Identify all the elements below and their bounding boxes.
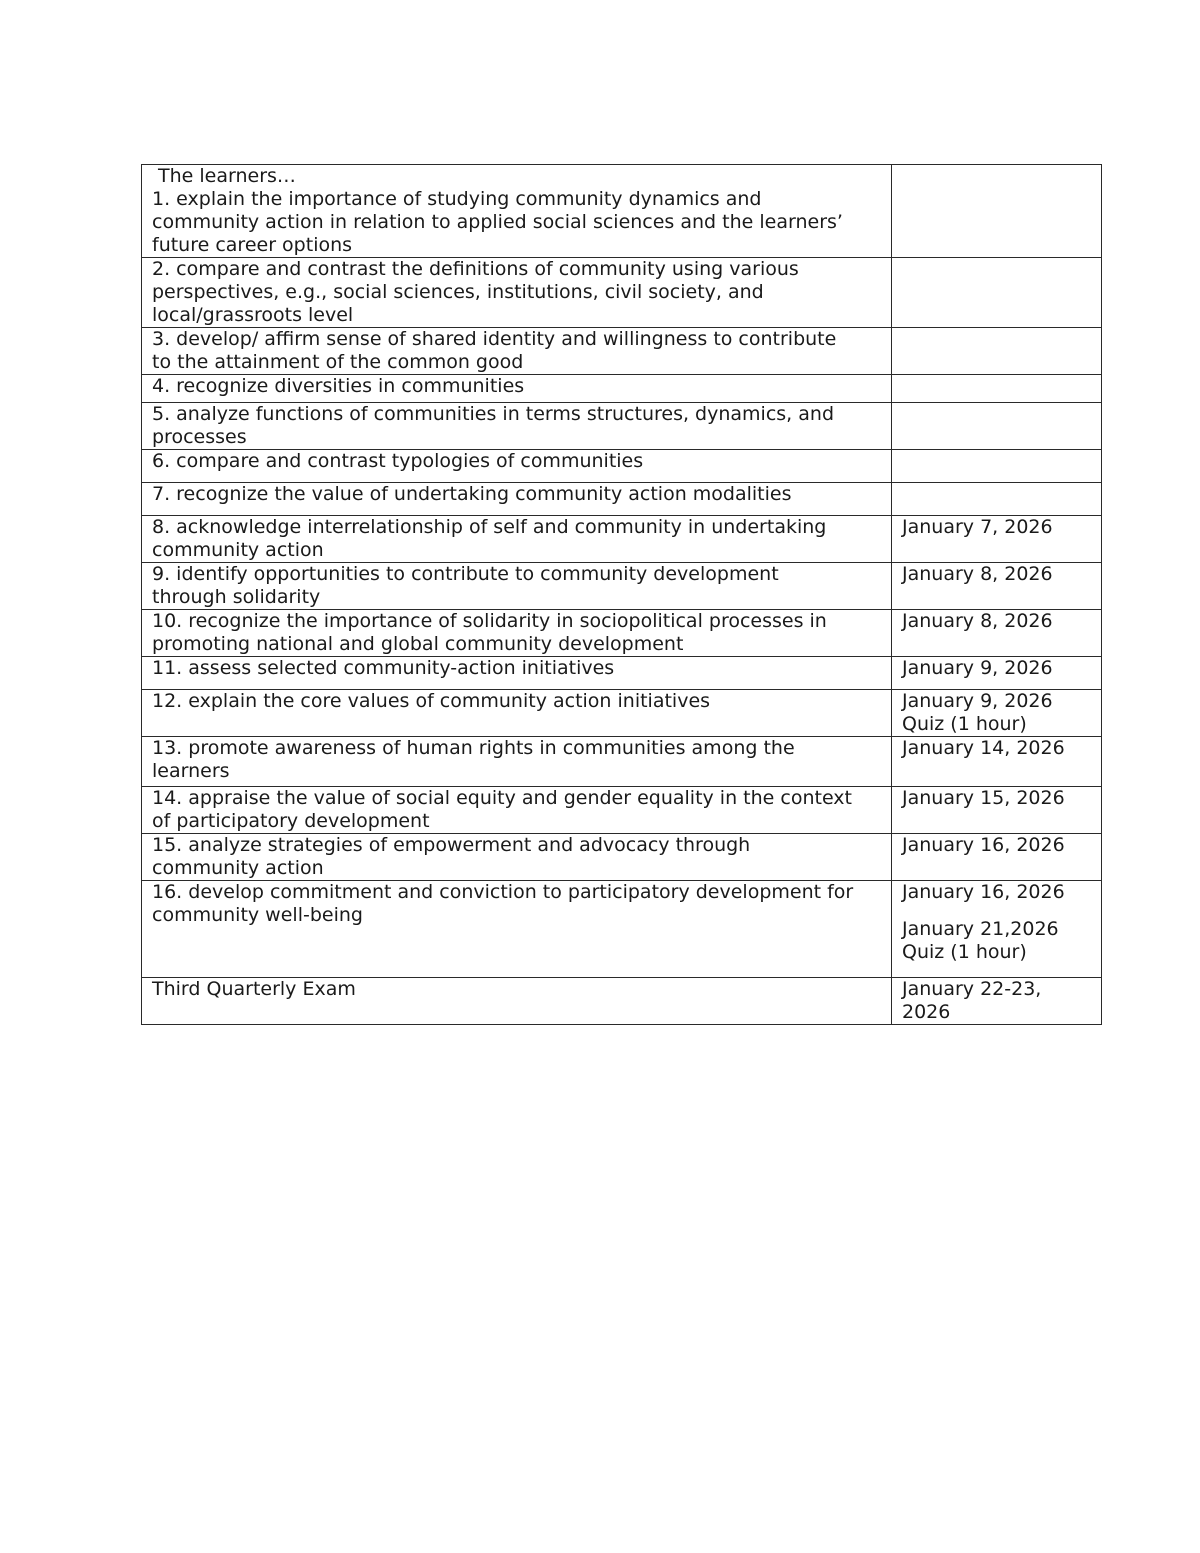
date-line: January 16, 2026 bbox=[902, 834, 1065, 856]
competency-line: learners bbox=[152, 760, 230, 782]
competency-line: 10. recognize the importance of solidarity in sociopolitical processes in bbox=[152, 610, 827, 632]
date-line: January 14, 2026 bbox=[902, 737, 1065, 759]
competency-cell bbox=[142, 787, 892, 834]
table-row bbox=[142, 516, 1102, 563]
table-row bbox=[142, 881, 1102, 978]
competency-line: promoting national and global community development bbox=[152, 633, 684, 655]
date-line: January 9, 2026 bbox=[902, 657, 1053, 679]
date-cell bbox=[892, 881, 1102, 978]
table-row bbox=[142, 737, 1102, 787]
competency-line: through solidarity bbox=[152, 586, 321, 608]
competency-line: 7. recognize the value of undertaking community action modalities bbox=[152, 483, 792, 505]
competency-line: 4. recognize diversities in communities bbox=[152, 375, 525, 397]
date-line: January 8, 2026 bbox=[902, 610, 1053, 632]
table-row bbox=[142, 165, 1102, 258]
competency-line: 9. identify opportunities to contribute to community development bbox=[152, 563, 779, 585]
date-cell bbox=[892, 737, 1102, 787]
competency-cell bbox=[142, 881, 892, 978]
competency-line: 5. analyze functions of communities in terms structures, dynamics, and bbox=[152, 403, 835, 425]
competency-line: perspectives, e.g., social sciences, institutions, civil society, and bbox=[152, 281, 764, 303]
competency-line: 15. analyze strategies of empowerment and advocacy through bbox=[152, 834, 751, 856]
date-cell bbox=[892, 258, 1102, 328]
date-cell bbox=[892, 690, 1102, 737]
date-line: January 8, 2026 bbox=[902, 563, 1053, 585]
competency-cell bbox=[142, 610, 892, 657]
competency-cell bbox=[142, 657, 892, 690]
date-line: Quiz (1 hour) bbox=[902, 713, 1027, 735]
competency-line: future career options bbox=[152, 234, 353, 256]
competency-line: 3. develop/ affirm sense of shared identity and willingness to contribute bbox=[152, 328, 837, 350]
competency-schedule-table bbox=[141, 164, 1102, 1025]
competency-line: Third Quarterly Exam bbox=[152, 978, 356, 1000]
table-row bbox=[142, 787, 1102, 834]
competency-cell bbox=[142, 690, 892, 737]
competency-line: 14. appraise the value of social equity and gender equality in the context bbox=[152, 787, 853, 809]
competency-line: to the attainment of the common good bbox=[152, 351, 524, 373]
date-cell bbox=[892, 834, 1102, 881]
date-cell bbox=[892, 516, 1102, 563]
competency-line: 2. compare and contrast the definitions of community using various bbox=[152, 258, 799, 280]
date-line: January 7, 2026 bbox=[902, 516, 1053, 538]
table-row bbox=[142, 610, 1102, 657]
competency-cell bbox=[142, 737, 892, 787]
competency-line: 6. compare and contrast typologies of communities bbox=[152, 450, 644, 472]
table-row bbox=[142, 563, 1102, 610]
competency-line: community action in relation to applied social sciences and the learners’ bbox=[152, 211, 843, 233]
competency-line: community well-being bbox=[152, 904, 363, 926]
date-cell bbox=[892, 563, 1102, 610]
date-line: Quiz (1 hour) bbox=[902, 941, 1027, 963]
date-line: January 9, 2026 bbox=[902, 690, 1053, 712]
competency-line: 13. promote awareness of human rights in communities among the bbox=[152, 737, 795, 759]
table-row bbox=[142, 978, 1102, 1025]
competency-line: 12. explain the core values of community action initiatives bbox=[152, 690, 711, 712]
competency-line: processes bbox=[152, 426, 247, 448]
table-row bbox=[142, 450, 1102, 483]
date-cell bbox=[892, 403, 1102, 450]
competency-cell bbox=[142, 328, 892, 375]
table-row bbox=[142, 690, 1102, 737]
competency-line: 8. acknowledge interrelationship of self and community in undertaking bbox=[152, 516, 827, 538]
competency-cell bbox=[142, 516, 892, 563]
table-row bbox=[142, 258, 1102, 328]
competency-line: of participatory development bbox=[152, 810, 430, 832]
table-row bbox=[142, 375, 1102, 403]
table-body bbox=[142, 165, 1102, 1025]
table-row bbox=[142, 403, 1102, 450]
intro-text: The learners… bbox=[158, 165, 296, 187]
date-cell bbox=[892, 610, 1102, 657]
competency-cell bbox=[142, 403, 892, 450]
date-cell bbox=[892, 483, 1102, 516]
competency-cell bbox=[142, 375, 892, 403]
competency-line: community action bbox=[152, 857, 324, 879]
competency-cell bbox=[142, 978, 892, 1025]
table-row bbox=[142, 834, 1102, 881]
date-cell bbox=[892, 328, 1102, 375]
table-row bbox=[142, 483, 1102, 516]
date-line: January 16, 2026 bbox=[902, 881, 1065, 903]
competency-cell bbox=[142, 258, 892, 328]
competency-cell bbox=[142, 483, 892, 516]
competency-line: community action bbox=[152, 539, 324, 561]
date-line: January 21,2026 bbox=[902, 918, 1059, 940]
competency-cell bbox=[142, 563, 892, 610]
competency-line: 1. explain the importance of studying community dynamics and bbox=[152, 188, 762, 210]
competency-cell bbox=[142, 450, 892, 483]
date-cell bbox=[892, 978, 1102, 1025]
competency-line: 16. develop commitment and conviction to participatory development for bbox=[152, 881, 854, 903]
date-cell bbox=[892, 450, 1102, 483]
competency-line: 11. assess selected community-action initiatives bbox=[152, 657, 615, 679]
date-line: January 22-23, bbox=[902, 978, 1042, 1000]
competency-cell bbox=[142, 834, 892, 881]
date-cell bbox=[892, 375, 1102, 403]
date-gap bbox=[902, 904, 1095, 918]
date-line: January 15, 2026 bbox=[902, 787, 1065, 809]
date-line: 2026 bbox=[902, 1001, 951, 1023]
date-cell bbox=[892, 657, 1102, 690]
competency-line: local/grassroots level bbox=[152, 304, 354, 326]
table-row bbox=[142, 657, 1102, 690]
table-row bbox=[142, 328, 1102, 375]
date-cell bbox=[892, 165, 1102, 258]
date-cell bbox=[892, 787, 1102, 834]
competency-cell bbox=[142, 165, 892, 258]
